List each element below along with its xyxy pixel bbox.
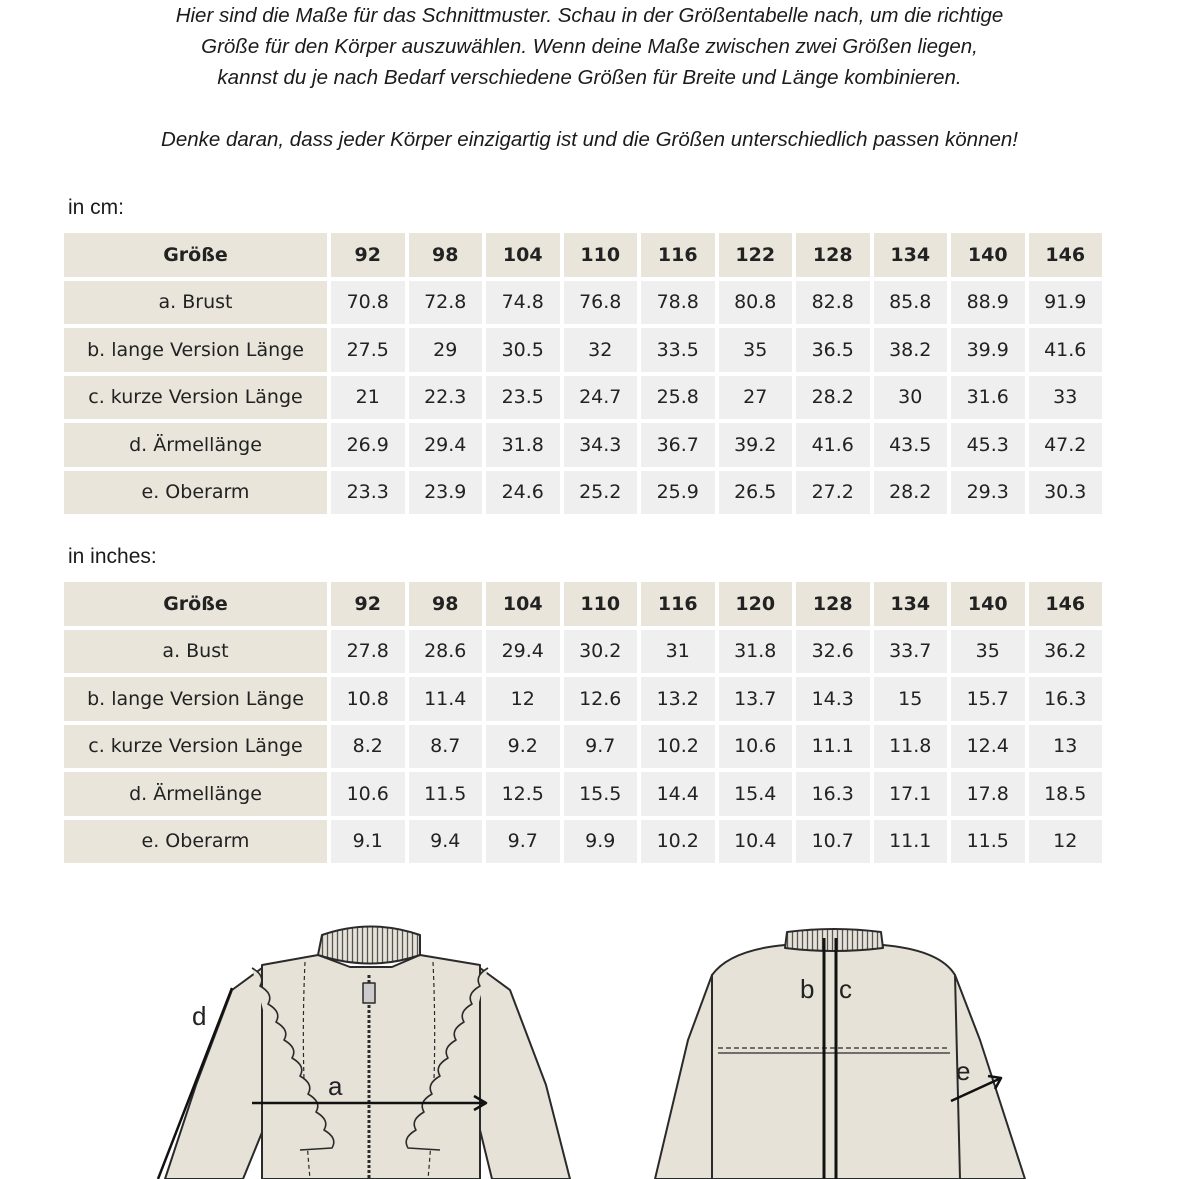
intro-line-1: Hier sind die Maße für das Schnittmuster. Schau in der Größentabelle nach, um die richtige [175,4,1004,27]
table-cell: 36.5 [796,328,870,372]
measure-label-a: a [328,1071,343,1101]
table-cell: 26.5 [719,471,793,515]
table-cell: 15 [874,677,948,721]
header-label: Größe [64,233,327,277]
table-cell: 11.4 [409,677,483,721]
table-cell: 35 [719,328,793,372]
table-cell: 29.3 [951,471,1025,515]
table-cell: 29.4 [486,630,560,674]
table-cell: 30.2 [564,630,638,674]
size-header: 98 [409,582,483,626]
cm-unit-label: in cm: [68,196,125,219]
cm-size-table [60,229,1106,518]
intro-line-2: Größe für den Körper auszuwählen. Wenn deine Maße zwischen zwei Größen liegen, [201,35,978,58]
size-header: 134 [874,582,948,626]
table-cell: 88.9 [951,281,1025,325]
table-cell: 36.2 [1029,630,1103,674]
table-cell: 24.6 [486,471,560,515]
table-cell: 31 [641,630,715,674]
table-cell: 26.9 [331,423,405,467]
table-cell: 13.2 [641,677,715,721]
table-cell: 10.7 [796,820,870,864]
size-header: 110 [564,582,638,626]
table-cell: 27 [719,376,793,420]
row-label: d. Ärmellänge [64,772,327,816]
table-cell: 27.8 [331,630,405,674]
table-row [64,677,1102,721]
table-cell: 33 [1029,376,1103,420]
table-cell: 15.4 [719,772,793,816]
table-cell: 10.8 [331,677,405,721]
table-cell: 27.2 [796,471,870,515]
jacket-back-view [655,929,1025,1179]
header-label: Größe [64,582,327,626]
row-label: e. Oberarm [64,820,327,864]
table-cell: 23.3 [331,471,405,515]
table-cell: 25.9 [641,471,715,515]
table-cell: 10.2 [641,725,715,769]
table-cell: 13 [1029,725,1103,769]
size-header: 104 [486,582,560,626]
table-cell: 41.6 [796,423,870,467]
table-cell: 22.3 [409,376,483,420]
table-cell: 17.1 [874,772,948,816]
size-header: 140 [951,233,1025,277]
table-cell: 12 [486,677,560,721]
table-cell: 13.7 [719,677,793,721]
table-row [64,725,1102,769]
table-cell: 32.6 [796,630,870,674]
table-row [64,772,1102,816]
table-cell: 15.7 [951,677,1025,721]
table-cell: 32 [564,328,638,372]
table-cell: 11.1 [874,820,948,864]
table-cell: 12 [1029,820,1103,864]
table-cell: 14.4 [641,772,715,816]
table-cell: 16.3 [796,772,870,816]
size-header: 120 [719,582,793,626]
front-sleeve-right [480,968,570,1179]
table-header-row [64,582,1102,626]
table-cell: 28.2 [874,471,948,515]
table-cell: 8.2 [331,725,405,769]
measure-label-c: c [839,974,852,1004]
table-cell: 12.4 [951,725,1025,769]
size-header: 116 [641,582,715,626]
table-cell: 10.6 [719,725,793,769]
table-cell: 11.5 [409,772,483,816]
size-header: 146 [1029,233,1103,277]
row-label: c. kurze Version Länge [64,725,327,769]
table-cell: 33.5 [641,328,715,372]
table-cell: 9.2 [486,725,560,769]
zipper-pull [363,983,375,1003]
table-row [64,820,1102,864]
table-cell: 23.5 [486,376,560,420]
table-cell: 31.6 [951,376,1025,420]
inch-size-table [60,578,1106,867]
table-cell: 34.3 [564,423,638,467]
table-cell: 31.8 [719,630,793,674]
table-cell: 14.3 [796,677,870,721]
intro-line-3: kannst du je nach Bedarf verschiedene Größen für Breite und Länge kombinieren. [217,66,962,89]
size-header: 110 [564,233,638,277]
row-label: a. Brust [64,281,327,325]
table-row [64,630,1102,674]
table-header-row [64,233,1102,277]
table-cell: 78.8 [641,281,715,325]
back-collar [785,929,883,951]
table-cell: 31.8 [486,423,560,467]
table-cell: 39.9 [951,328,1025,372]
table-cell: 10.6 [331,772,405,816]
table-cell: 36.7 [641,423,715,467]
measure-label-b: b [800,974,815,1004]
table-cell: 15.5 [564,772,638,816]
row-label: b. lange Version Länge [64,677,327,721]
garment-illustration [0,900,1179,1179]
table-cell: 10.4 [719,820,793,864]
table-cell: 10.2 [641,820,715,864]
table-cell: 9.4 [409,820,483,864]
size-header: 104 [486,233,560,277]
table-cell: 47.2 [1029,423,1103,467]
size-header: 140 [951,582,1025,626]
table-cell: 91.9 [1029,281,1103,325]
table-cell: 25.2 [564,471,638,515]
table-row [64,423,1102,467]
table-cell: 11.8 [874,725,948,769]
table-cell: 9.7 [564,725,638,769]
table-cell: 9.1 [331,820,405,864]
size-header: 128 [796,233,870,277]
intro-text [0,0,1179,155]
row-label: c. kurze Version Länge [64,376,327,420]
table-cell: 43.5 [874,423,948,467]
row-label: b. lange Version Länge [64,328,327,372]
table-cell: 30.3 [1029,471,1103,515]
table-cell: 70.8 [331,281,405,325]
table-cell: 30.5 [486,328,560,372]
measure-label-d: d [192,1001,207,1031]
table-cell: 12.6 [564,677,638,721]
table-cell: 9.7 [486,820,560,864]
table-cell: 12.5 [486,772,560,816]
table-cell: 35 [951,630,1025,674]
row-label: a. Bust [64,630,327,674]
table-cell: 45.3 [951,423,1025,467]
table-cell: 17.8 [951,772,1025,816]
table-cell: 28.6 [409,630,483,674]
front-sleeve-left [165,968,263,1179]
table-row [64,328,1102,372]
measure-label-e: e [956,1056,971,1086]
table-cell: 85.8 [874,281,948,325]
table-cell: 11.1 [796,725,870,769]
intro-reminder: Denke daran, dass jeder Körper einzigartig ist und die Größen unterschiedlich passen können! [161,128,1018,151]
size-header: 122 [719,233,793,277]
table-cell: 25.8 [641,376,715,420]
size-header: 92 [331,233,405,277]
table-row [64,281,1102,325]
table-row [64,376,1102,420]
table-cell: 76.8 [564,281,638,325]
table-cell: 8.7 [409,725,483,769]
table-cell: 21 [331,376,405,420]
table-cell: 27.5 [331,328,405,372]
table-cell: 23.9 [409,471,483,515]
table-cell: 82.8 [796,281,870,325]
front-collar [318,927,420,964]
table-cell: 72.8 [409,281,483,325]
row-label: d. Ärmellänge [64,423,327,467]
jacket-front-view [158,927,570,1179]
table-cell: 28.2 [796,376,870,420]
table-cell: 16.3 [1029,677,1103,721]
table-cell: 18.5 [1029,772,1103,816]
table-cell: 39.2 [719,423,793,467]
table-cell: 33.7 [874,630,948,674]
size-header: 92 [331,582,405,626]
size-header: 128 [796,582,870,626]
table-cell: 38.2 [874,328,948,372]
table-row [64,471,1102,515]
size-header: 98 [409,233,483,277]
table-cell: 9.9 [564,820,638,864]
table-cell: 74.8 [486,281,560,325]
table-cell: 11.5 [951,820,1025,864]
table-cell: 24.7 [564,376,638,420]
table-cell: 41.6 [1029,328,1103,372]
inch-unit-label: in inches: [68,545,157,568]
table-cell: 29 [409,328,483,372]
size-header: 134 [874,233,948,277]
size-header: 146 [1029,582,1103,626]
table-cell: 30 [874,376,948,420]
size-header: 116 [641,233,715,277]
table-cell: 80.8 [719,281,793,325]
row-label: e. Oberarm [64,471,327,515]
table-cell: 29.4 [409,423,483,467]
